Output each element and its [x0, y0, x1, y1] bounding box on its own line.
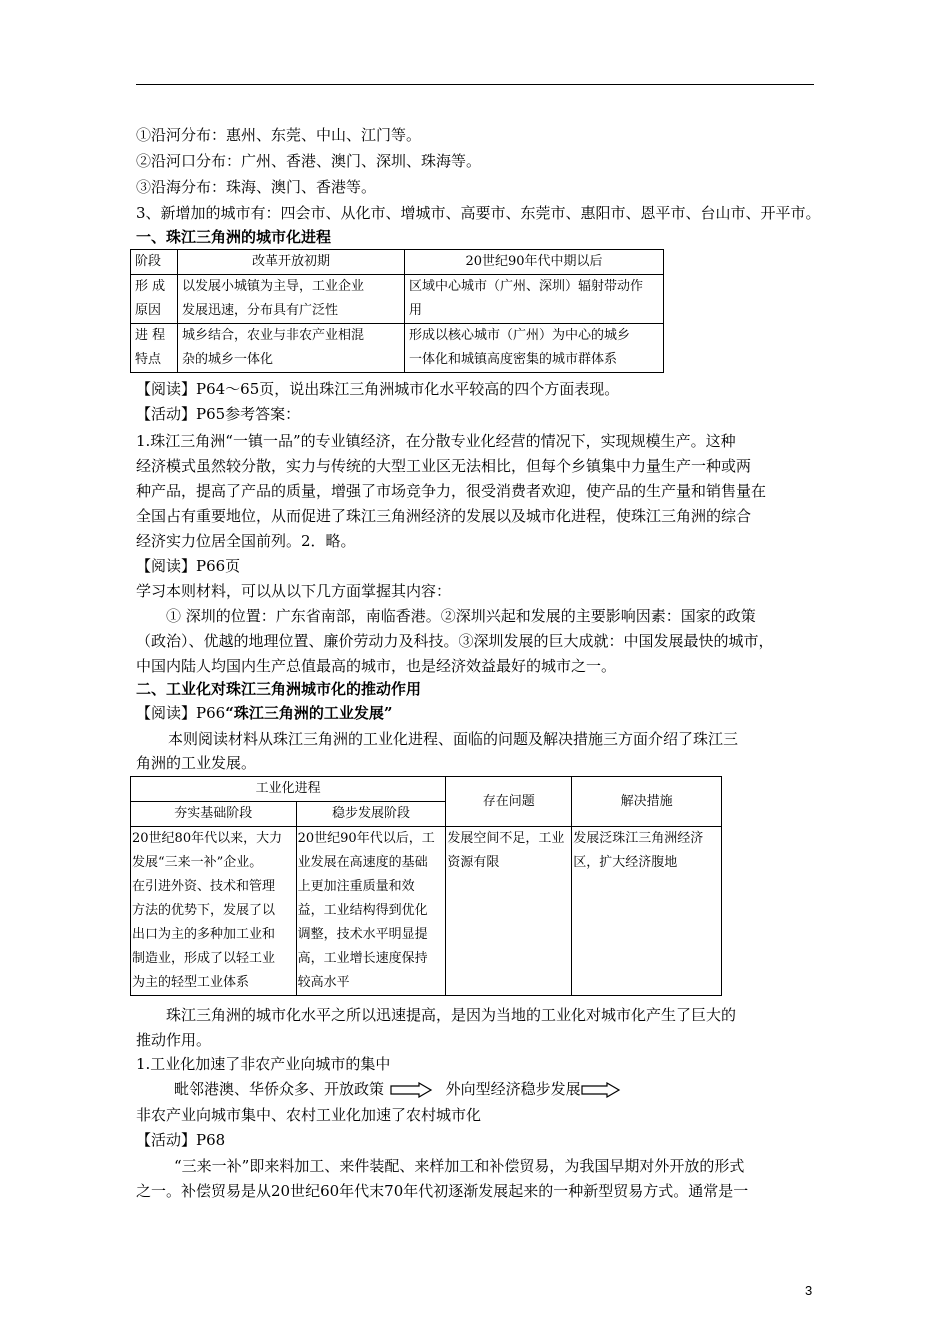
- table-header: 改革开放初期: [178, 250, 405, 275]
- text-line: ①沿河分布：惠州、东莞、中山、江门等。: [136, 126, 422, 144]
- page-number: 3: [805, 1283, 813, 1298]
- table-cell: 以发展小城镇为主导，工业企业 发展迅速，分布具有广泛性: [178, 275, 405, 324]
- table-row-label: 进 程 特点: [131, 324, 178, 373]
- text-line: 推动作用。: [136, 1031, 212, 1049]
- text-line: 1.工业化加速了非农产业向城市的集中: [136, 1055, 391, 1073]
- text-line: 【活动】P68: [136, 1131, 226, 1149]
- text-line: ②沿河口分布：广州、香港、澳门、深圳、珠海等。: [136, 152, 482, 170]
- text-line: ① 深圳的位置：广东省南部，南临香港。②深圳兴起和发展的主要影响因素：国家的政策: [166, 607, 756, 625]
- table-header: 夯实基础阶段: [131, 802, 297, 827]
- section-heading: 二、工业化对珠江三角洲城市化的推动作用: [136, 680, 422, 698]
- text-line: 学习本则材料，可以从以下几方面掌握其内容：: [136, 582, 452, 600]
- urbanization-table: [130, 249, 664, 373]
- table-cell: 形成以核心城市（广州）为中心的城乡 一体化和城镇高度密集的城市群体系: [405, 324, 664, 373]
- text-line: 角洲的工业发展。: [136, 754, 257, 772]
- text-line: ③沿海分布：珠海、澳门、香港等。: [136, 178, 377, 196]
- table-header: 20世纪90年代中期以后: [405, 250, 664, 275]
- arrow-right-icon: [581, 1082, 621, 1098]
- table-cell: 20世纪90年代以后，工 业发展在高速度的基础 上更加注重质量和效 益，工业结构得到优化 调整，技术水平明显提 高，工业增长速度保持 较高水平: [296, 827, 446, 996]
- table-header: 存在问题: [446, 777, 572, 827]
- table-header: 阶段: [131, 250, 178, 275]
- text-line: 【阅读】P66页: [136, 557, 241, 575]
- text-line: 种产品，提高了产品的质量，增强了市场竞争力，很受消费者欢迎，使产品的生产量和销售量在: [136, 482, 767, 500]
- table-header: 稳步发展阶段: [296, 802, 446, 827]
- text-line: 珠江三角洲的城市化水平之所以迅速提高，是因为当地的工业化对城市化产生了巨大的: [166, 1006, 737, 1024]
- table-header: 解决措施: [572, 777, 722, 827]
- text-line: “三来一补”即来料加工、来件装配、来样加工和补偿贸易，为我国早期对外开放的形式: [174, 1157, 745, 1175]
- text-line: 本则阅读材料从珠江三角洲的工业化进程、面临的问题及解决措施三方面介绍了珠江三: [168, 730, 739, 748]
- table-row-label: 形 成 原因: [131, 275, 178, 324]
- text-line: 1.珠江三角洲“一镇一品”的专业镇经济，在分散专业化经营的情况下，实现规模生产。这种: [136, 432, 736, 450]
- text-line: 3、新增加的城市有：四会市、从化市、增城市、高要市、东莞市、惠阳市、恩平市、台山市、开平市。: [136, 204, 821, 222]
- industrialization-table: [130, 776, 722, 996]
- text-line: 中国内陆人均国内生产总值最高的城市，也是经济效益最好的城市之一。: [136, 657, 617, 675]
- text-line: 【活动】P65参考答案：: [136, 405, 301, 423]
- table-cell: 区域中心城市（广州、深圳）辐射带动作 用: [405, 275, 664, 324]
- text-line: 【阅读】P66“珠江三角洲的工业发展”: [136, 704, 393, 722]
- flow-step: 外向型经济稳步发展: [445, 1080, 581, 1098]
- header-rule: [136, 84, 814, 85]
- text-line: 经济实力位居全国前列。2．略。: [136, 532, 356, 550]
- arrow-right-icon: [389, 1082, 433, 1098]
- table-cell: 发展泛珠江三角洲经济 区，扩大经济腹地: [572, 827, 722, 996]
- flow-diagram: [174, 1078, 621, 1100]
- table-header: 工业化进程: [131, 777, 446, 802]
- table-cell: 发展空间不足，工业 资源有限: [446, 827, 572, 996]
- flow-step: 毗邻港澳、华侨众多、开放政策: [174, 1080, 385, 1098]
- text-line: 全国占有重要地位，从而促进了珠江三角洲经济的发展以及城市化进程，使珠江三角洲的综合: [136, 507, 752, 525]
- text-line: 之一。补偿贸易是从20世纪60年代末70年代初逐渐发展起来的一种新型贸易方式。通常是一: [136, 1182, 749, 1200]
- section-heading: 一、珠江三角洲的城市化进程: [136, 228, 332, 246]
- text-line: 经济模式虽然较分散，实力与传统的大型工业区无法相比，但每个乡镇集中力量生产一种或两: [136, 457, 752, 475]
- text-line: （政治）、优越的地理位置、廉价劳动力及科技。③深圳发展的巨大成就：中国发展最快的城市，: [136, 632, 774, 650]
- text-line: 【阅读】P64～65页，说出珠江三角洲城市化水平较高的四个方面表现。: [136, 380, 620, 398]
- text-line: 非农产业向城市集中、农村工业化加速了农村城市化: [136, 1106, 482, 1124]
- table-cell: 20世纪80年代以来，大力 发展“三来一补”企业。 在引进外资、技术和管理 方法的优势下，发展了以 出口为主的多种加工业和 制造业，形成了以轻工业 为主的轻型工业体系: [131, 827, 297, 996]
- table-cell: 城乡结合，农业与非农产业相混 杂的城乡一体化: [178, 324, 405, 373]
